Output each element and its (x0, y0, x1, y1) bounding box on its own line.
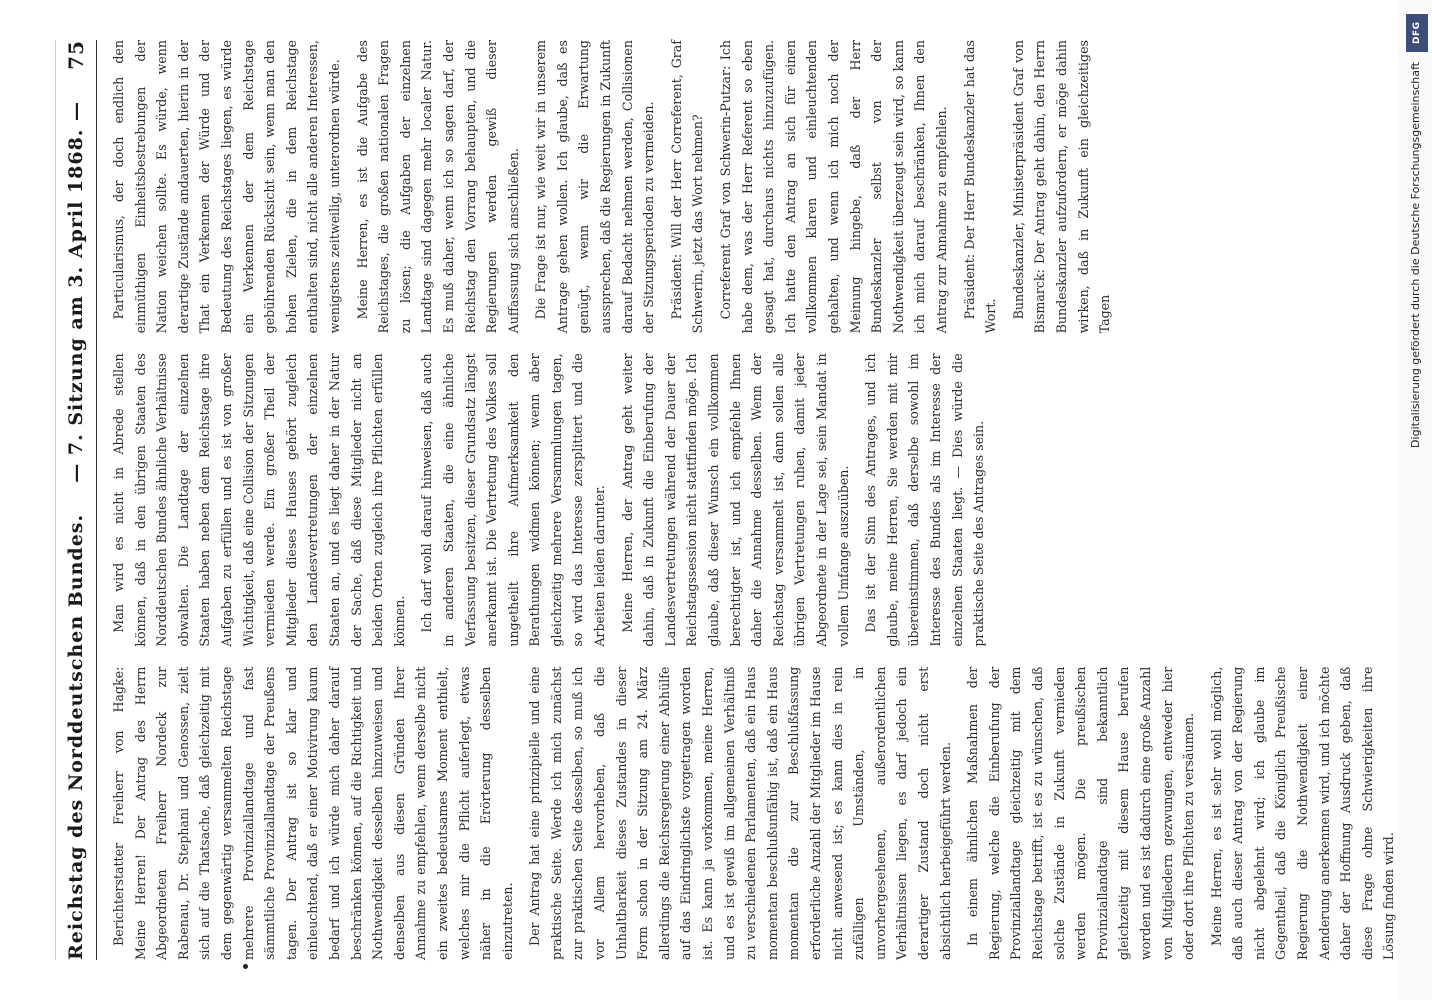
paragraph: Correferent Graf von Schwerin-Putzar: Ich habe dem, was der Herr Referent so eben gesagt hat, durchaus nichts hinzuzufügen. Ich hatte den Antrag an sich für einen vollkommen klaren und einleuchtenden gehalten, und wenn ich mich noch der Meinung hingebe, daß der Herr Bundeskanzler selbst von der Nothwendigkeit überzeugt sein wird, so kann ich mich darauf beschränken, Ihnen den Antrag zur Annahme zu empfehlen. (718, 40, 949, 334)
paragraph: Bundeskanzler, Ministerpräsident Graf von Bismarck: Der Antrag geht dahin, den Herrn Bundeskanzler aufzufordern, er möge dahin wirken, daß in Zukunft ein gleichzeitiges Tagen (1010, 40, 1113, 334)
dfg-logo: DFG (1406, 14, 1428, 52)
rotated-content (56, 40, 1397, 960)
text-columns (108, 40, 1397, 960)
session-date: — 7. Sitzung am 3. April 1868. — (65, 100, 87, 483)
page-header (56, 40, 97, 960)
paragraph: Der Antrag hat eine prinzipielle und eine praktische Seite. Werde ich mich zunächst zur praktischen Seite desselben, so muß ich vor Allem hervorheben, daß die Unhaltbarkeit dieses Zustandes in dieser Form schon in der Sitzung am 24. März allerdings die Reichsregierung einer Abhülfe auf das Eindringlichste vorgetragen worden ist. Es kann ja vorkommen, meine Herren, und es ist gewiß im allgemeinen Verhältniß zu verschiedenen Parlamenten, daß ein Haus momentan beschlußunfähig ist, daß ein Haus momentan die zur Beschlußfassung erforderliche Anzahl der Mitglieder im Hause nicht anwesend ist; es kann dies in rein zufälligen Umständen, in unvorhergesehenen, außerordentlichen Verhältnissen liegen, es darf jedoch ein derartiger Zustand doch nicht erst absichtlich herbeigeführt werden. (527, 666, 953, 960)
paragraph: Ich darf wohl darauf hinweisen, daß auch in anderen Staaten, die eine ähnliche Verfassung besitzen, dieser Grundsatz längst anerkannt ist. Die Vertretung des Volkes soll ungetheilt ihre Aufmerksamkeit den Berathungen widmen können; wenn aber gleichzeitig mehrere Versammlungen tagen, so wird das Interesse zersplittert und die Arbeiten leiden darunter. (419, 353, 608, 647)
column-middle (108, 353, 1368, 646)
column-right (108, 40, 1368, 333)
paragraph: Man wird es nicht in Abrede stellen können, daß in den übrigen Staaten des Norddeutschen Bundes ähnliche Verhältnisse obwalten. Die Landtage der einzelnen Staaten haben neben dem Reichstage ihre Aufgaben zu erfüllen und es ist von großer Wichtigkeit, daß eine Collision der Sitzungen vermieden werde. Ein großer Theil der Mitglieder dieses Hauses gehört zugleich den Landesvertretungen der einzelnen Staaten an, und es liegt daher in der Natur der Sache, daß diese Mitglieder nicht an beiden Orten zugleich ihre Pflichten erfüllen können. (111, 353, 407, 647)
paragraph: In einem ähnlichen Maßnahmen der Regierung, welche die Einberufung der Provinziallandtage gleichzeitig mit dem Reichstage betrifft, ist es zu wünschen, daß solche Zustände in Zukunft vermieden werden mögen. Die preußischen Provinziallandtage sind bekanntlich gleichzeitig mit diesem Hause berufen worden und es ist dadurch eine große Anzahl von Mitgliedern gezwungen, entweder hier oder dort ihre Pflichten zu versäumen. (965, 666, 1197, 960)
paragraph: Particularismus, der doch endlich den einmüthigen Einheitsbestrebungen der Nation weichen sollte. Es würde, wenn derartige Zustände andauerten, hierin in der That ein Verkennen der Würde und der Bedeutung des Reichstages liegen, es würde ein Verkennen der dem Reichstage gebührenden Rücksicht sein, wenn man den hohen Zielen, die in dem Reichstage enthalten sind, nicht alle anderen Interessen, wenigstens zeitweilig, unterordnen würde. (111, 40, 342, 334)
paragraph: Meine Herren, der Antrag geht weiter dahin, daß in Zukunft die Einberufung der Landesvertretungen während der Dauer der Reichstagssession nicht stattfinden möge. Ich glaube, daß dieser Wunsch ein vollkommen berechtigter ist, und ich empfehle Ihnen daher die Annahme desselben. Wenn der Reichstag versammelt ist, dann sollen alle übrigen Vertretungen ruhen, damit jeder Abgeordnete in der Lage sei, sein Mandat in vollem Umfange auszuüben. (619, 353, 851, 647)
paragraph: Präsident: Will der Herr Correferent, Graf Schwerin, jetzt das Wort nehmen? (668, 40, 706, 334)
digitization-credit: Digitalisierung gefördert durch die Deutsche Forschungsgemeinschaft (1409, 62, 1422, 448)
page-number: 75 (64, 40, 88, 70)
scanned-page (55, 40, 1397, 960)
running-title: Reichstag des Norddeutschen Bundes. (65, 513, 87, 960)
paragraph: Meine Herren, es ist sehr wohl möglich, daß auch dieser Antrag von der Regierung nicht abgelehnt wird; ich glaube im Gegentheil, daß die Königlich Preußische Regierung die Nothwendigkeit einer Aenderung anerkennen wird, und ich möchte daher der Hoffnung Ausdruck geben, daß diese Frage ohne Schwierigkeiten ihre Lösung finden wird. (1208, 666, 1397, 960)
column-left (108, 666, 1397, 960)
ink-speck (243, 964, 248, 969)
paragraph: Die Frage ist nur, wie weit wir in unserem Antrage gehen wollen. Ich glaube, daß es genügt, wenn wir die Erwartung aussprechen, daß die Regierungen in Zukunft darauf Bedacht nehmen werden, Collisionen der Sitzungsperioden zu vermeiden. (533, 40, 657, 334)
paragraph: Das ist der Sinn des Antrages, und ich glaube, meine Herren, Sie werden mit mir übereinstimmen, daß derselbe sowohl im Interesse des Bundes als im Interesse der einzelnen Staaten liegt. — Dies würde die praktische Seite des Antrages sein. (863, 353, 987, 647)
paragraph: Berichterstatter Freiherr von Hagke: Meine Herren! Der Antrag des Herrn Abgeordneten Freiherr Nordeck zur Rabenau, Dr. Stephani und Genossen, zielt sich auf die Thatsache, daß gleichzeitig mit dem gegenwärtig versammelten Reichstage mehrere Provinziallandtage und fast sämmtliche Provinziallandtage der Preußens tagen. Der Antrag ist so klar und einleuchtend, daß er einer Motivirung kaum bedarf und ich würde mich daher darauf beschränken können, auf die Richtigkeit und Nothwendigkeit desselben hinzuweisen und denselben aus diesen Gründen Ihrer Annahme zu empfehlen, wenn derselbe nicht ein zweites bedeutsames Moment enthielt, welches mir die Pflicht auferlegt, etwas näher in die Erörterung desselben einzutreten. (111, 666, 515, 960)
scan-frame (1398, 0, 1432, 1000)
paragraph: Meine Herren, es ist die Aufgabe des Reichstages, die großen nationalen Fragen zu lösen; die Aufgaben der einzelnen Landtage sind dagegen mehr localer Natur. Es muß daher, wenn ich so sagen darf, der Reichstag den Vorrang behaupten, und die Regierungen werden gewiß dieser Auffassung sich anschließen. (354, 40, 521, 334)
paragraph: Präsident: Der Herr Bundeskanzler hat das Wort. (961, 40, 999, 334)
